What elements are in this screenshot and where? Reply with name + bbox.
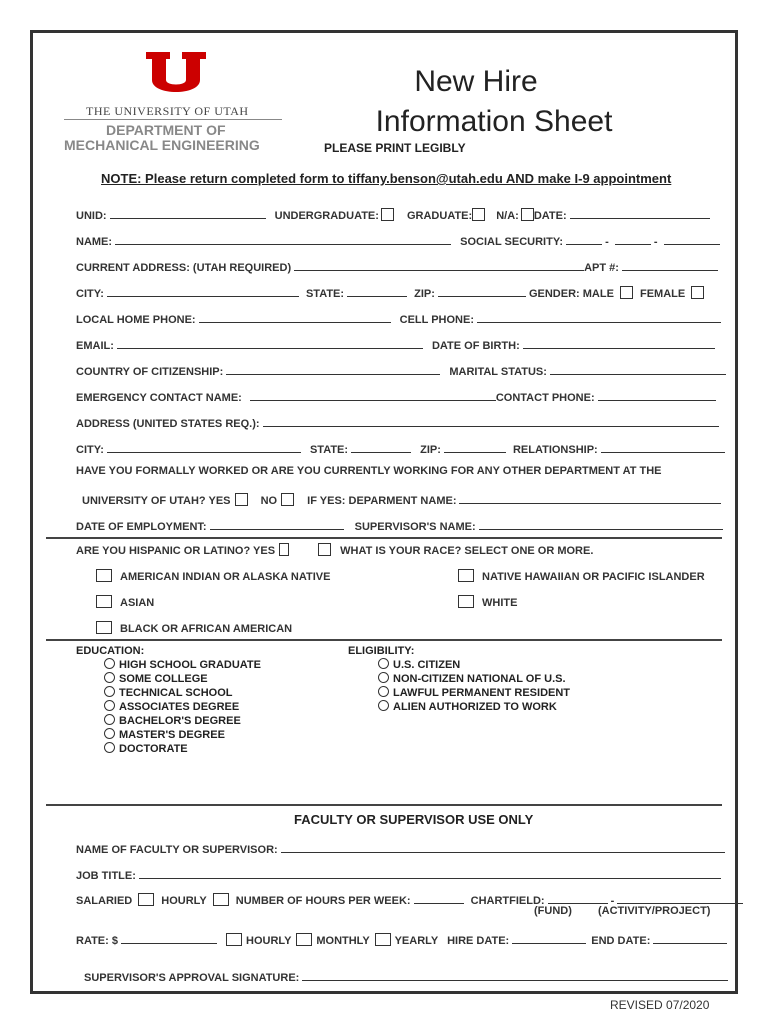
elig-option-1 [348,672,570,686]
hours-week-label: NUMBER OF HOURS PER WEEK: [235,895,411,907]
row-supervisor-name [76,841,725,856]
hispanic-yes-checkbox[interactable] [279,543,289,556]
undergrad-label: UNDERGRADUATE: [274,210,379,222]
state-label: STATE: [305,288,345,300]
job-title-label: JOB TITLE: [76,870,136,882]
uofu-yes-label: UNIVERSITY OF UTAH? YES [82,495,231,507]
undergrad-checkbox[interactable] [381,208,394,221]
row-signature [84,969,728,984]
race-label-american-indian: AMERICAN INDIAN OR ALASKA NATIVE [120,571,331,583]
uofu-yes-checkbox[interactable] [235,493,248,506]
emergency-name-label: EMERGENCY CONTACT NAME: [76,392,242,404]
rate-yearly-checkbox[interactable] [375,933,391,946]
row-city [76,285,704,300]
ssn-field-3[interactable] [664,233,720,245]
edu-option-3 [76,700,261,714]
unid-label: UNID: [76,210,107,222]
elig-option-0 [348,658,570,672]
divider-1 [46,537,722,539]
relationship-field[interactable] [601,441,725,453]
na-checkbox[interactable] [521,208,534,221]
elig-option-2 [348,686,570,700]
race-option-1 [458,569,705,583]
grad-checkbox[interactable] [472,208,485,221]
hourly-label: HOURLY [161,895,207,907]
emergency-name-field[interactable] [250,389,496,401]
edu-label-some-college: SOME COLLEGE [119,673,208,685]
contact-phone-field[interactable] [598,389,716,401]
local-phone-label: LOCAL HOME PHONE: [76,314,196,326]
state2-field[interactable] [351,441,411,453]
apt-label: APT #: [584,262,619,274]
dob-field[interactable] [523,337,715,349]
revised-date: REVISED 07/2020 [610,998,710,1012]
cell-phone-label: CELL PHONE: [399,314,474,326]
race-checkbox-asian[interactable] [96,595,112,608]
eligibility-label: ELIGIBILITY: [348,645,415,657]
row-us-address [76,415,719,430]
salaried-label: SALARIED [76,895,133,907]
female-checkbox[interactable] [691,286,704,299]
grad-label: GRADUATE: [406,210,473,222]
rate-yearly-label: YEARLY [394,935,439,947]
elig-radio-alien[interactable] [378,700,389,711]
edu-option-6 [76,742,261,756]
name-label: NAME: [76,236,113,248]
city2-label: CITY: [76,444,104,456]
date-employment-label: DATE OF EMPLOYMENT: [76,521,207,533]
chartfield-label: CHARTFIELD: [470,895,545,907]
us-address-field[interactable] [263,415,719,427]
department-name-field[interactable] [459,492,721,504]
fund-field[interactable] [548,892,608,904]
hispanic-label: ARE YOU HISPANIC OR LATINO? YES [76,545,276,557]
row-rate [76,932,727,947]
ssn-field-1[interactable] [566,233,602,245]
date-field[interactable] [570,207,710,219]
row-uofu [82,492,721,507]
citizenship-label: COUNTRY OF CITIZENSHIP: [76,366,224,378]
race-label-hawaiian: NATIVE HAWAIIAN OR PACIFIC ISLANDER [482,571,705,583]
email-label: EMAIL: [76,340,114,352]
race-label-asian: ASIAN [120,597,155,609]
edu-radio-associates[interactable] [104,700,115,711]
edu-label-technical: TECHNICAL SCHOOL [119,687,233,699]
row-job-title [76,867,721,882]
rate-hourly-label: HOURLY [246,935,292,947]
na-label: N/A: [496,210,519,222]
row-salary: SALARIED HOURLY NUMBER OF HOURS PER WEEK: CHARTFIELD: - [76,892,743,907]
education-section [76,645,261,756]
row-name: NAME: SOCIAL SECURITY: - - [76,233,720,248]
city-label: CITY: [76,288,104,300]
race-checkbox-black[interactable] [96,621,112,634]
edu-radio-bachelors[interactable] [104,714,115,725]
dept-line1: DEPARTMENT OF [106,122,226,138]
edu-option-2 [76,686,261,700]
race-option-0 [96,569,330,583]
dob-label: DATE OF BIRTH: [431,340,520,352]
edu-label-associates: ASSOCIATES DEGREE [119,701,240,713]
relationship-label: RELATIONSHIP: [512,444,598,456]
cell-phone-field[interactable] [477,311,721,323]
race-checkbox-white[interactable] [458,595,474,608]
edu-radio-technical[interactable] [104,686,115,697]
edu-option-4 [76,714,261,728]
local-phone-field[interactable] [199,311,391,323]
rate-label: RATE: $ [76,935,118,947]
zip2-field[interactable] [444,441,506,453]
ssn-label: SOCIAL SECURITY: [460,236,564,248]
if-yes-label: IF YES: DEPARMENT NAME: [307,495,457,507]
race-question: WHAT IS YOUR RACE? SELECT ONE OR MORE. [340,545,594,557]
eligibility-section [348,645,570,714]
rate-field[interactable] [121,932,217,944]
row-citizenship [76,363,726,378]
row-email [76,337,715,352]
male-checkbox[interactable] [620,286,633,299]
rate-monthly-label: MONTHLY [316,935,370,947]
zip-field[interactable] [438,285,526,297]
row-employment [76,518,723,533]
row-emergency [76,389,716,404]
row-address [76,259,718,274]
race-option-3 [458,595,517,609]
name-field[interactable] [115,233,451,245]
activity-caption: (ACTIVITY/PROJECT) [598,905,711,917]
worked-question: HAVE YOU FORMALLY WORKED OR ARE YOU CURRENTLY WORKING FOR ANY OTHER DEPARTMENT AT THE [76,465,662,477]
elig-option-3 [348,700,570,714]
end-date-field[interactable] [653,932,727,944]
dept-line2: MECHANICAL ENGINEERING [64,137,260,153]
race-label-black: BLACK OR AFRICAN AMERICAN [120,623,293,635]
edu-option-0 [76,658,261,672]
race-option-4 [96,621,292,635]
page-title-line2: Information Sheet [375,105,613,138]
citizenship-field[interactable] [226,363,440,375]
race-option-2 [96,595,154,609]
divider-3 [46,804,722,806]
marital-field[interactable] [550,363,726,375]
u-logo-icon [146,52,206,98]
state2-label: STATE: [309,444,349,456]
uofu-no-label: NO [260,495,278,507]
elig-radio-citizen[interactable] [378,658,389,669]
current-address-field[interactable] [294,259,584,271]
elig-label-alien: ALIEN AUTHORIZED TO WORK [393,701,557,713]
supervisor-heading: FACULTY OR SUPERVISOR USE ONLY [294,812,534,827]
elig-label-non-citizen: NON-CITIZEN NATIONAL OF U.S. [393,673,566,685]
salaried-checkbox[interactable] [138,893,154,906]
contact-phone-label: CONTACT PHONE: [495,392,595,404]
faculty-name-label: NAME OF FACULTY OR SUPERVISOR: [76,844,278,856]
university-name: THE UNIVERSITY OF UTAH [86,104,249,118]
supervisor-name-field[interactable] [479,518,723,530]
edu-label-masters: MASTER'S DEGREE [119,729,225,741]
race-checkbox-header[interactable] [318,543,331,556]
edu-radio-some-college[interactable] [104,672,115,683]
marital-label: MARITAL STATUS: [449,366,547,378]
rate-monthly-checkbox[interactable] [296,933,312,946]
edu-label-high-school: HIGH SCHOOL GRADUATE [119,659,261,671]
hours-week-field[interactable] [414,892,464,904]
date-employment-field[interactable] [210,518,344,530]
race-checkbox-hawaiian[interactable] [458,569,474,582]
job-title-field[interactable] [139,867,721,879]
edu-option-5 [76,728,261,742]
supervisor-name-label: SUPERVISOR'S NAME: [354,521,476,533]
elig-label-permanent: LAWFUL PERMANENT RESIDENT [393,687,571,699]
race-checkbox-american-indian[interactable] [96,569,112,582]
elig-radio-non-citizen[interactable] [378,672,389,683]
elig-label-citizen: U.S. CITIZEN [393,659,461,671]
uofu-no-checkbox[interactable] [281,493,294,506]
current-address-label: CURRENT ADDRESS: (UTAH REQUIRED) [76,262,292,274]
female-label: FEMALE [639,288,686,300]
signature-label: SUPERVISOR'S APPROVAL SIGNATURE: [84,972,300,984]
row-phone [76,311,721,326]
date-label: DATE: [533,210,567,222]
edu-radio-masters[interactable] [104,728,115,739]
row-city2 [76,441,725,456]
edu-radio-doctorate[interactable] [104,742,115,753]
apt-field[interactable] [622,259,718,271]
fund-caption: (FUND) [534,905,572,917]
edu-option-1 [76,672,261,686]
page-title-line1: New Hire [414,65,538,98]
unid-field[interactable] [110,207,266,219]
ssn-field-2[interactable] [615,233,651,245]
gender-male-label: GENDER: MALE [528,288,614,300]
divider-2 [46,639,722,641]
edu-label-bachelors: BACHELOR'S DEGREE [119,715,241,727]
hourly-checkbox[interactable] [213,893,229,906]
print-note: PLEASE PRINT LEGIBLY [324,141,466,155]
email-field[interactable] [117,337,423,349]
education-label: EDUCATION: [76,645,145,657]
zip-label: ZIP: [414,288,435,300]
end-date-label: END DATE: [591,935,651,947]
us-address-label: ADDRESS (UNITED STATES REQ.): [76,418,260,430]
logo-divider [64,119,282,120]
state-field[interactable] [347,285,407,297]
university-logo [146,52,206,103]
race-label-white: WHITE [482,597,518,609]
row-unid [76,207,710,222]
return-note: NOTE: Please return completed form to tiffany.benson@utah.edu AND make I-9 appointment [101,171,672,186]
edu-radio-high-school[interactable] [104,658,115,669]
zip2-label: ZIP: [420,444,441,456]
hire-date-label: HIRE DATE: [447,935,510,947]
edu-label-doctorate: DOCTORATE [119,743,188,755]
hire-date-field[interactable] [512,932,586,944]
faculty-name-field[interactable] [281,841,725,853]
rate-hourly-checkbox[interactable] [226,933,242,946]
city2-field[interactable] [107,441,301,453]
signature-field[interactable] [302,969,728,981]
city-field[interactable] [107,285,299,297]
row-hispanic [76,543,593,557]
elig-radio-permanent[interactable] [378,686,389,697]
activity-field[interactable] [617,892,743,904]
